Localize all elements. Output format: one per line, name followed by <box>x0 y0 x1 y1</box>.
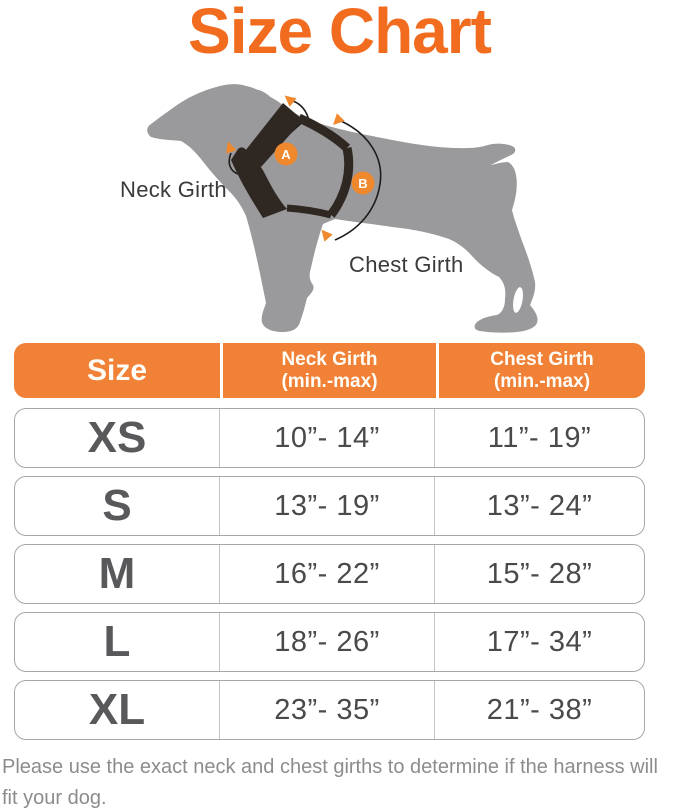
neck-girth-cell: 10”- 14” <box>219 409 434 467</box>
dog-illustration <box>95 70 565 345</box>
table-row <box>14 612 645 672</box>
size-cell: M <box>98 549 136 598</box>
table-row <box>14 476 645 536</box>
badge-b-label: B <box>358 176 368 191</box>
table-body <box>14 408 645 740</box>
chest-girth-label: Chest Girth <box>349 252 464 277</box>
table-row <box>14 680 645 740</box>
fit-note: Please use the exact neck and chest girths to determine if the harness will fit your dog. <box>2 756 658 809</box>
header-neck-sublabel: (min.-max) <box>281 370 378 392</box>
header-neck-girth <box>220 343 436 398</box>
size-cell: XL <box>88 685 146 734</box>
table-row <box>14 408 645 468</box>
size-cell: S <box>102 481 132 530</box>
neck-girth-cell: 18”- 26” <box>219 613 434 671</box>
chest-girth-cell: 13”- 24” <box>434 477 644 535</box>
header-size-label: Size <box>86 353 148 387</box>
neck-girth-cell: 13”- 19” <box>219 477 434 535</box>
header-neck-label: Neck Girth <box>281 348 378 370</box>
header-size <box>14 343 220 398</box>
arrow-icon <box>329 113 345 129</box>
neck-girth-cell: 23”- 35” <box>219 681 434 739</box>
chest-girth-cell: 15”- 28” <box>434 545 644 603</box>
neck-girth-cell: 16”- 22” <box>219 545 434 603</box>
chest-girth-cell: 21”- 38” <box>434 681 644 739</box>
badge-a-label: A <box>281 147 291 162</box>
header-chest-sublabel: (min.-max) <box>493 370 591 392</box>
chest-girth-cell: 17”- 34” <box>434 613 644 671</box>
page-title: Size Chart <box>188 0 491 67</box>
table-row <box>14 544 645 604</box>
size-cell: XS <box>87 413 147 462</box>
chest-girth-cell: 11”- 19” <box>434 409 644 467</box>
header-chest-girth <box>436 343 645 398</box>
size-cell: L <box>103 617 131 666</box>
dog-harness-diagram <box>0 0 679 345</box>
header-chest-label: Chest Girth <box>490 348 594 370</box>
neck-girth-label: Neck Girth <box>120 177 227 202</box>
size-table <box>14 343 645 740</box>
table-header-row <box>14 343 645 398</box>
